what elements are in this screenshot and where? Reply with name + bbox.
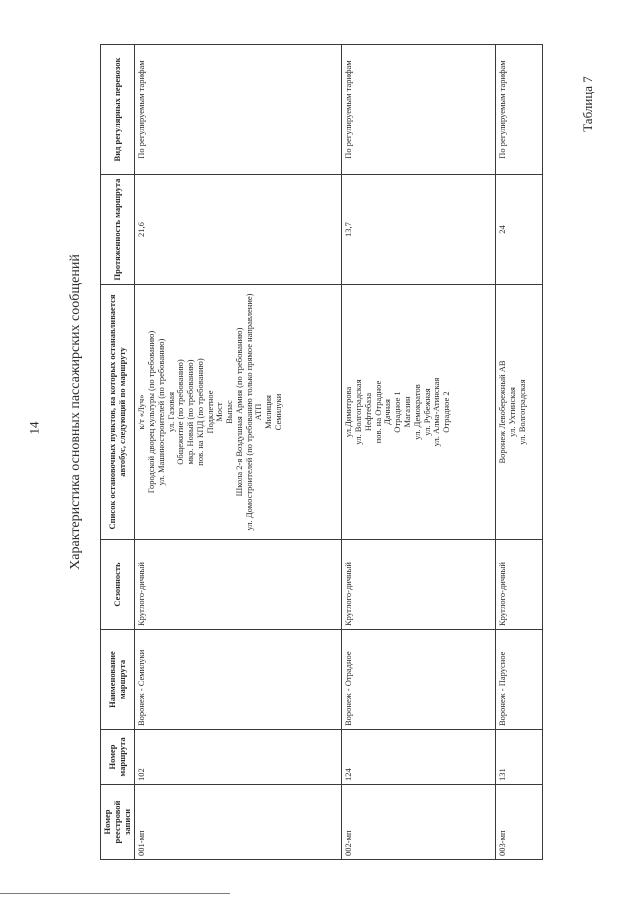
stop-item: ул. Домостроителей (по требованию только прямое направление) bbox=[243, 293, 254, 531]
stop-item: АТП bbox=[253, 403, 264, 421]
season-cell: Круглого-дичный bbox=[135, 540, 342, 630]
transport-type-cell: По регулируемым тарифам bbox=[135, 45, 342, 175]
route-name-cell: Воронеж - Отрадное bbox=[342, 630, 496, 730]
column-header: Номер маршрута bbox=[101, 730, 135, 785]
stops-cell bbox=[135, 285, 342, 540]
registry-number-cell: 001-мп bbox=[135, 785, 342, 860]
route-length-cell: 24 bbox=[496, 175, 543, 285]
route-name-cell: Воронеж - Семилуки bbox=[135, 630, 342, 730]
column-header: Наименование маршрута bbox=[101, 630, 135, 730]
stop-item: пов. на КПД (по требованию) bbox=[194, 358, 205, 466]
stop-item: Подклетное bbox=[204, 390, 215, 434]
stop-item: Мост bbox=[214, 402, 225, 422]
table-row bbox=[496, 45, 543, 860]
route-length-cell: 13,7 bbox=[342, 175, 496, 285]
route-number-cell: 131 bbox=[496, 730, 543, 785]
route-length-cell: 21,6 bbox=[135, 175, 342, 285]
stop-item: ул. Машиностроителей (по требованию) bbox=[155, 338, 166, 486]
stop-item: Милиция bbox=[263, 395, 274, 429]
stop-item: Магазин bbox=[401, 396, 412, 428]
route-name-cell: Воронеж - Парусное bbox=[496, 630, 543, 730]
season-cell: Круглого-дичный bbox=[496, 540, 543, 630]
stop-item: Дачная bbox=[382, 399, 393, 425]
stop-item: Городской дворец культуры (по требованию) bbox=[146, 330, 157, 494]
column-header: Номер реестровой записи bbox=[101, 785, 135, 860]
stop-item: Семилуки bbox=[273, 393, 284, 431]
scan-edge-line bbox=[0, 893, 230, 894]
column-header: Протяженность маршрута bbox=[101, 175, 135, 285]
page-number: 14 bbox=[26, 421, 42, 435]
column-header: Список остановочных пунктов, на которых останавливается автобус, следующий по маршруту bbox=[101, 285, 135, 540]
season-cell: Круглого-дичный bbox=[342, 540, 496, 630]
stop-item: ул.Димитрова bbox=[343, 386, 354, 438]
table-caption: Таблица 7 bbox=[579, 76, 595, 132]
route-number-cell: 102 bbox=[135, 730, 342, 785]
stop-item: Воронеж Левобережный АВ bbox=[497, 360, 508, 464]
column-header: Вид регулярных перевозок bbox=[101, 45, 135, 175]
stops-cell bbox=[496, 285, 543, 540]
document-title: Характеристика основных пассажирских сообщений bbox=[67, 254, 83, 570]
routes-table bbox=[100, 44, 543, 860]
stop-item: Общежитие (по требованию) bbox=[175, 359, 186, 465]
column-header: Сезонность bbox=[101, 540, 135, 630]
stop-item: ул. Рубежная bbox=[421, 388, 432, 436]
transport-type-cell: По регулируемым тарифам bbox=[496, 45, 543, 175]
stop-item: ул. Демократов bbox=[411, 384, 422, 440]
stop-item: ул. Волгоградская bbox=[353, 379, 364, 445]
table-header-row bbox=[101, 45, 135, 860]
route-number-cell: 124 bbox=[342, 730, 496, 785]
table-row bbox=[135, 45, 342, 860]
stop-item: ул. Волгоградская bbox=[516, 379, 527, 445]
stop-item: пов. на Отрадное bbox=[372, 380, 383, 444]
stops-cell bbox=[342, 285, 496, 540]
routes-table-wrapper bbox=[100, 45, 543, 860]
stop-item: к/т «Луч» bbox=[136, 394, 147, 430]
stop-item: Отрадное 2 bbox=[441, 391, 452, 433]
stop-item: Отрадное 1 bbox=[392, 391, 403, 433]
stop-item: Школа 2-я Воздушная Армия (по требованию) bbox=[233, 327, 244, 497]
transport-type-cell: По регулируемым тарифам bbox=[342, 45, 496, 175]
stop-item: Нефтебаза bbox=[362, 392, 373, 432]
stop-item: ул. Алма-Атинская bbox=[431, 377, 442, 447]
stop-item: мкр. Новый (по требованию) bbox=[185, 359, 196, 465]
stop-item: Выпас bbox=[224, 400, 235, 424]
stop-item: ул. Ухтинская bbox=[506, 387, 517, 437]
table-row bbox=[342, 45, 496, 860]
stop-item: ул. Газовая bbox=[165, 392, 176, 432]
registry-number-cell: 002-мп bbox=[342, 785, 496, 860]
registry-number-cell: 003-мп bbox=[496, 785, 543, 860]
